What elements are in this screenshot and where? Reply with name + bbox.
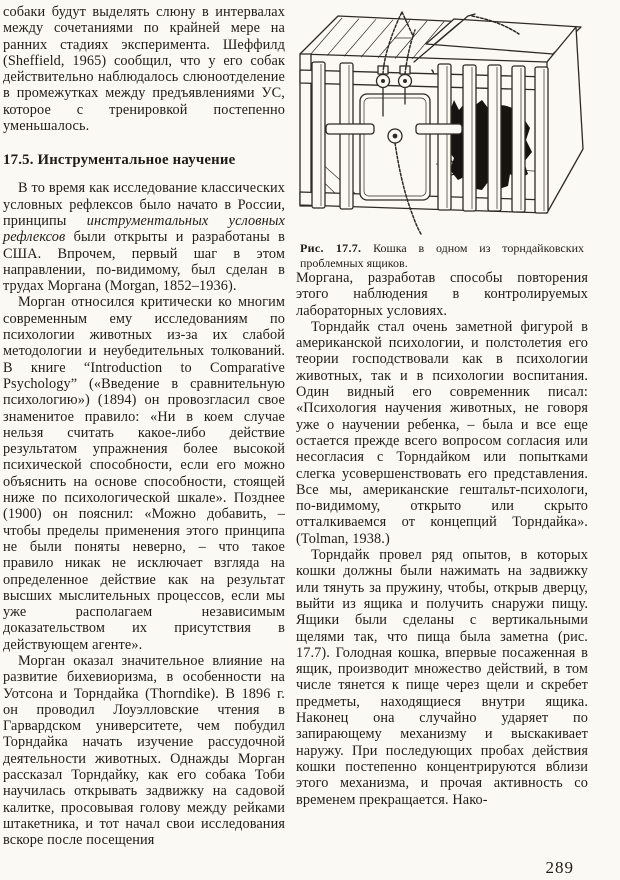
left-column: [3, 4, 285, 849]
section-heading: 17.5. Инструментальное научение: [3, 152, 236, 169]
puzzle-box-figure: [296, 4, 588, 236]
paragraph: Морган относился критически ко многим современным ему исследованиям по психологии животных из-за их слабой методологии и неубедительных толкований. В книге “Introduction to Comparative Psychology” («Введение в сравнительную психологию») (1894) он провозгласил свое знаменитое правило: «Ни в коем случае нельзя считать какое-либо действие результатом упражнения более высокой психической способности, если его можно объяснить на основе способности, стоящей ниже по психологической шкале». Позднее (1900) он пояснил: «Можно добавить, – чтобы пределы применения этого принципа не были поняты неверно, – что такое правило никак не исключает взгляда на определенное действие как на результат высших мыслительных процессов, если мы уже располагаем независимым доказательством их присутствия в действующем агенте».: [3, 294, 285, 653]
paragraph-run: В то время как исследование классических условных рефлексов было начато в России, принципы: [3, 180, 285, 229]
paragraph-run-italic: инструментальных условных рефлексов: [3, 212, 285, 246]
paragraph: Торндайк провел ряд опытов, в которых кошки должны были нажимать на задвижку или тянуть за пружину, чтобы, открыв дверцу, выйти из ящика и получить снаружи пищу. Ящики были сделаны с вертикальными щелями так, что пища была заметна (рис. 17.7). Голодная кошка, впервые посаженная в ящик, производит множество действий, в том числе тянется к пище через щели и скребет предметы, находящиеся внутри ящика. Наконец она случайно ударяет по запирающему механизму и выскакивает наружу. При последующих пробах действия кошки постепенно концентрируются вблизи этого механизма, и прочая активность со временем прекращается. Нако-: [296, 547, 588, 808]
two-column-layout: [3, 4, 620, 849]
paragraph: собаки будут выделять слюну в интервалах между сочетаниями по крайней мере на ранних стадиях эксперимента. Шеффилд (Sheffield, 1965) сообщил, что у его собак действительно наблюдалось слюноотделение в промежутках между предъявлениями УС, которое с тренировкой постепенно уменьшалось.: [3, 4, 285, 135]
right-column: [296, 4, 588, 849]
paragraph: [3, 180, 285, 294]
figure-caption-label: Рис. 17.7.: [300, 241, 362, 255]
puzzle-box-illustration: [296, 4, 588, 236]
paragraph-run: были открыты и разработаны в США. Впрочем, первый шаг в этом направлении, по-видимому, был сделан в трудах Моргана (Morgan, 1852–1936).: [3, 229, 285, 295]
paragraph: Моргана, разработав способы повторения этого наблюдения в контролируемых лабораторных условиях.: [296, 270, 588, 319]
figure-caption-text: Кошка в одном из торндайковских проблемных ящиков.: [300, 241, 584, 270]
paragraph: Торндайк стал очень заметной фигурой в американской психологии, и полстолетия его теории господствовали как в психологии животных, так и в психологии воспитания. Один видный его современник писал: «Психология научения животных, не говоря уже о научении ребенка, – была и все еще остается прежде всего вопросом согласия или несогласия с Торндайком или попытками слегка усовершенствовать его представления. Все мы, американские гештальт-психологи, по-видимому, открыто или скрыто отталкиваемся от концепций Торндайка». (Tolman, 1938.): [296, 318, 588, 547]
page-number: 289: [545, 858, 574, 877]
figure-caption: [300, 241, 584, 270]
paragraph: Морган оказал значительное влияние на развитие бихевиоризма, в особенности на Уотсона и Торндайка (Thorndike). В 1896 г. он проводил Лоуэлловские чтения в Гарвардском университете, чем побудил Торндайка начать изучение рассудочной деятельности животных. Однажды Морган рассказал Торндайку, как его собака Тоби научилась открывать задвижку на садовой калитке, просовывая голову между рейками штакетника, и тот начал свои исследования вскоре после посещения: [3, 652, 285, 849]
